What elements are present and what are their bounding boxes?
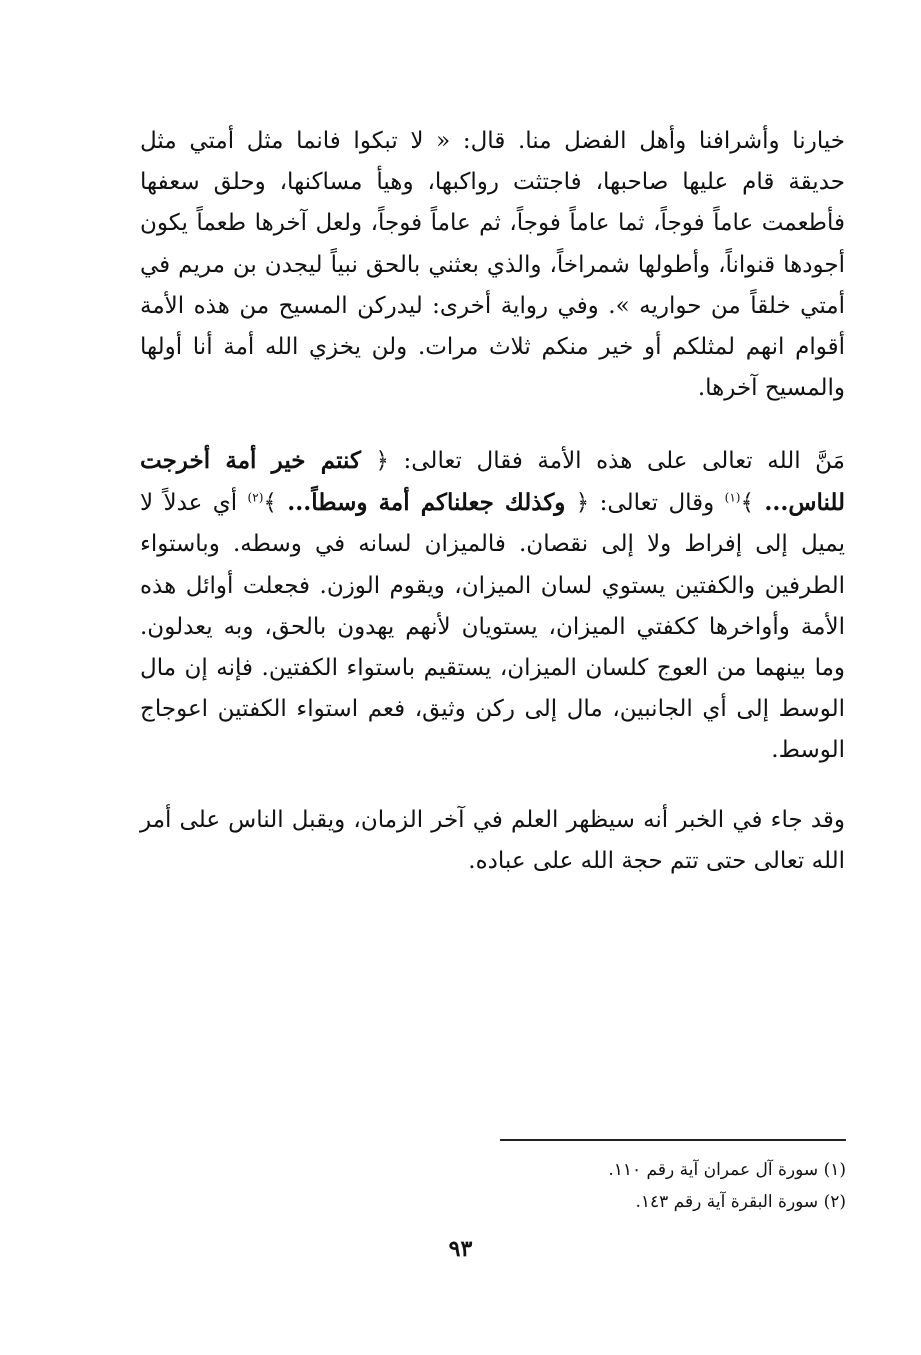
footnote-1: (١) سورة آل عمران آية رقم ١١٠. bbox=[608, 1160, 846, 1180]
footnotes bbox=[500, 1154, 846, 1218]
paragraph-intro: مَنَّ الله تعالى على هذه الأمة فقال تعالى: bbox=[388, 448, 845, 474]
footnote-2: (٢) سورة البقرة آية رقم ١٤٣. bbox=[635, 1192, 846, 1212]
paragraph-connector: وقال تعالى: bbox=[589, 490, 725, 517]
paragraph-explanation: أي عدلاً لا يميل إلى إفراط ولا إلى نقصان. فالميزان لسانه في وسطه. وباستواء الطرفين والكفتين يستوي لسان الميزان، ويقوم الوزن. فجعلت أوائل هذه الأمة وأواخرها ككفتي الميزان، يستويان لأنهم يهدون بالحق، وبه يعدلون. وما بينهما من العوج كلسان الميزان، يستقيم باستواء الكفتين. فإنه إن مال الوسط إلى أي الجانبين، مال إلى ركن وثيق، فعم استواء الكفتين اعوجاج الوسط. bbox=[140, 490, 845, 764]
paragraph-closing: وقد جاء في الخبر أنه سيظهر العلم في آخر الزمان، ويقبل الناس على أمر الله تعالى حتى تتم حجة الله على عباده. bbox=[140, 807, 845, 875]
footnote-ref-2: (٢) bbox=[247, 490, 264, 505]
footnote-ref-1: (١) bbox=[724, 490, 741, 505]
footnote-divider bbox=[500, 1139, 846, 1141]
ornate-bracket-open: ﴿ bbox=[565, 490, 590, 517]
quran-verse-2: وكذلك جعلناكم أمة وسطاً... bbox=[287, 489, 566, 517]
quran-verse-1: كنتم خير أمة أخرجت للناس... bbox=[140, 447, 846, 517]
paragraph-hadith: خيارنا وأشرافنا وأهل الفضل منا. قال: « لا تبكوا فانما مثل أمتي مثل حديقة قام عليها صاحبها، فاجتثت رواكبها، وهيأ مساكنها، وحلق سعفها فأطعمت عاماً فوجاً، ثما عاماً فوجاً، ثم عاماً فوجاً، ولعل آخرها طعماً يكون أجودها قنواناً، وأطولها شمراخاً، والذي بعثني بالحق نبياً ليجدن بن مريم في أمتي خلقاً من حواريه ». وفي رواية أخرى: ليدركن المسيح من هذه الأمة أقوام انهم لمثلكم أو خير منكم ثلاث مرات. ولن يخزي الله أمة أنا أولها والمسيح آخرها. bbox=[140, 128, 845, 402]
ornate-bracket-open: ﴿ bbox=[360, 448, 389, 474]
paragraph-quran-commentary bbox=[140, 440, 845, 772]
ornate-bracket-close: ﴾ bbox=[263, 490, 288, 517]
page-number: ٩٣ bbox=[448, 1236, 473, 1262]
ornate-bracket-close: ﴾ bbox=[740, 490, 765, 517]
